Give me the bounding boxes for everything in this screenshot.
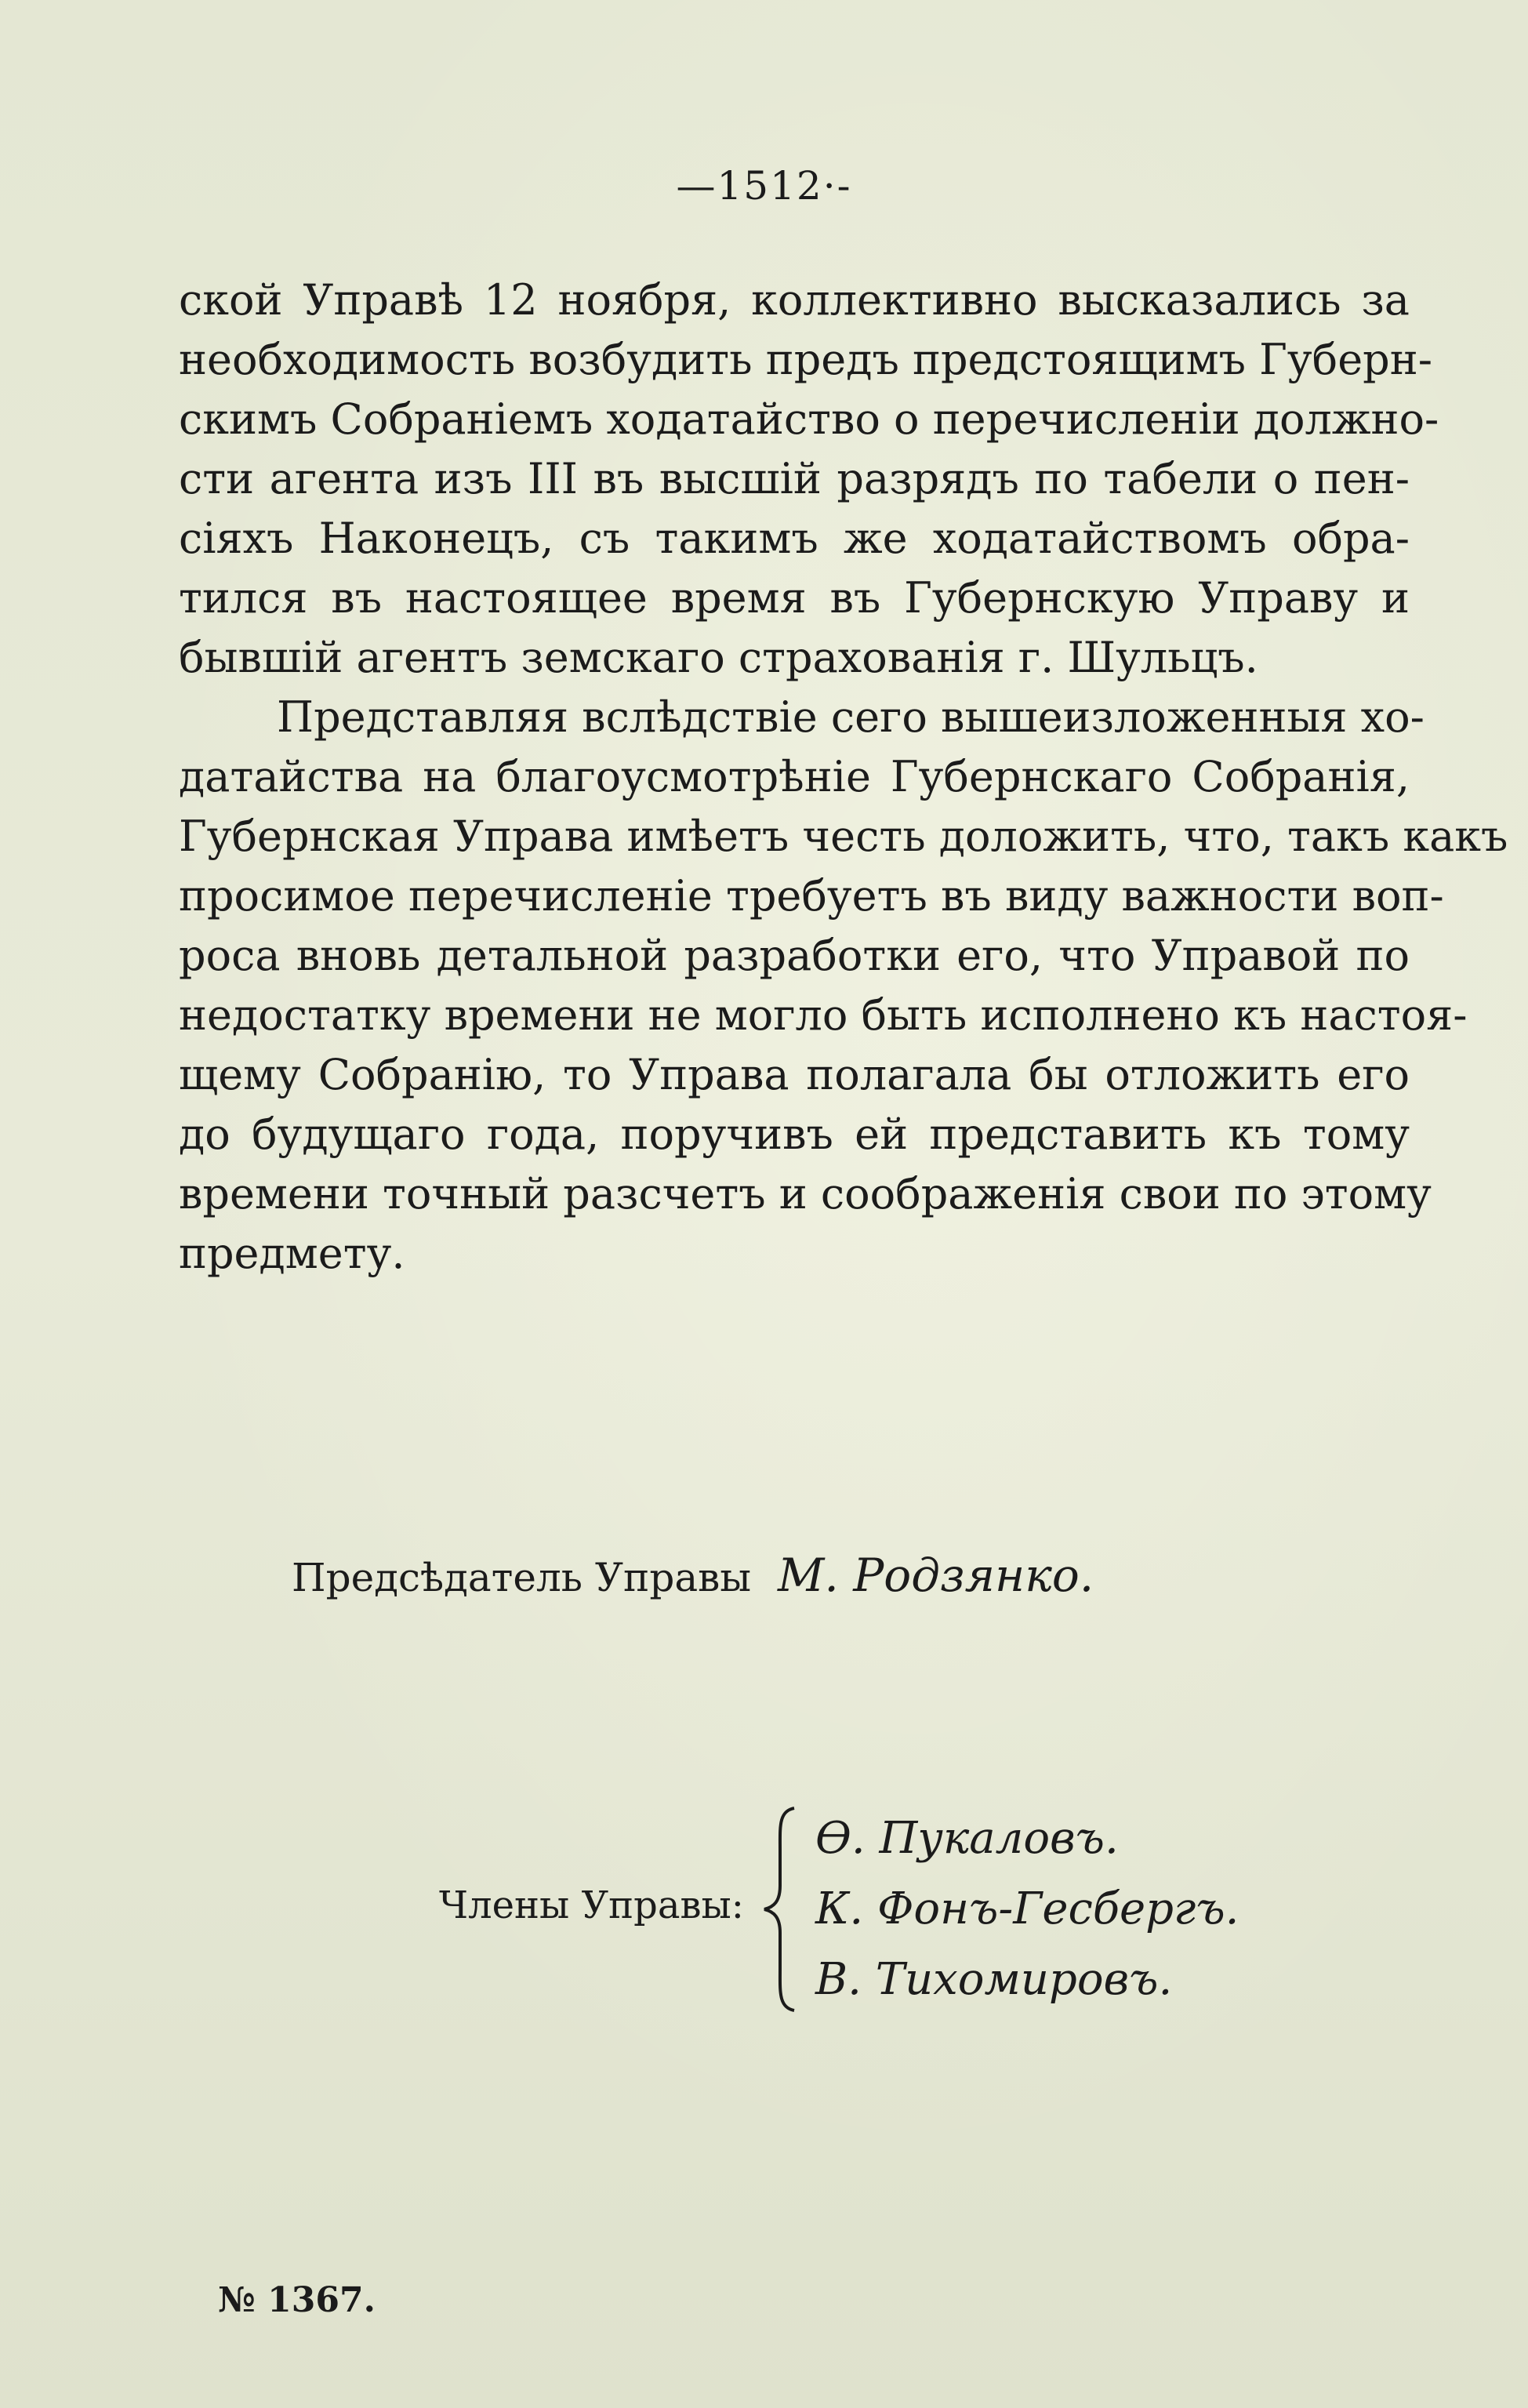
chairman-signature-block (292, 1549, 1094, 1602)
text-line: бывшій агентъ земскаго страхованія г. Шульцъ. (179, 633, 1258, 682)
text-line: просимое перечисленіе требуетъ въ виду важности воп- (179, 871, 1444, 921)
members-signature-block (439, 1803, 1301, 2015)
text-line: времени точный разсчетъ и соображенія свои по этому (179, 1169, 1432, 1219)
text-line: скимъ Собраніемъ ходатайство о перечисленіи должно- (179, 394, 1439, 444)
text-line: тился въ настоящее время въ Губернскую Управу и (179, 573, 1410, 623)
chairman-title: Предсѣдатель Управы (292, 1555, 752, 1600)
member-name: Ѳ. Пукаловъ. (815, 1813, 1119, 1864)
curly-brace (757, 1803, 804, 2015)
text-line: необходимость возбудить предъ предстоящимъ Губерн- (179, 335, 1432, 384)
text-line: Губернская Управа имѣетъ честь доложить, что, такъ какъ (179, 812, 1508, 861)
document-number: № 1367. (218, 2280, 376, 2320)
member-name: В. Тихомировъ. (815, 1954, 1173, 2005)
page-number: —1512·- (676, 163, 852, 209)
paragraph-1 (179, 271, 1439, 688)
body-text (179, 271, 1508, 1284)
text-line: щему Собранію, то Управа полагала бы отложить его (179, 1050, 1410, 1099)
paragraph-2 (179, 688, 1508, 1284)
text-line: датайства на благоусмотрѣніе Губернскаго Собранія, (179, 752, 1410, 801)
member-name: К. Фонъ-Гесбергъ. (815, 1883, 1239, 1934)
text-line: недостатку времени не могло быть исполнено къ настоя- (179, 990, 1468, 1040)
text-line: сіяхъ Наконецъ, съ такимъ же ходатайствомъ обра- (179, 514, 1410, 563)
chairman-signature: М. Родзянко. (778, 1549, 1094, 1602)
members-label: Члены Управы: (439, 1883, 744, 1927)
members-list (815, 1803, 1239, 2015)
text-line: Представляя вслѣдствіе сего вышеизложенныя хо- (277, 692, 1425, 742)
text-line: предмету. (179, 1229, 405, 1278)
text-line: роса вновь детальной разработки его, что Управой по (179, 931, 1410, 980)
text-line: до будущаго года, поручивъ ей представить къ тому (179, 1110, 1410, 1159)
text-line: сти агента изъ III въ высшій разрядъ по табели о пен- (179, 454, 1410, 503)
text-line: ской Управѣ 12 ноября, коллективно высказались за (179, 275, 1410, 325)
